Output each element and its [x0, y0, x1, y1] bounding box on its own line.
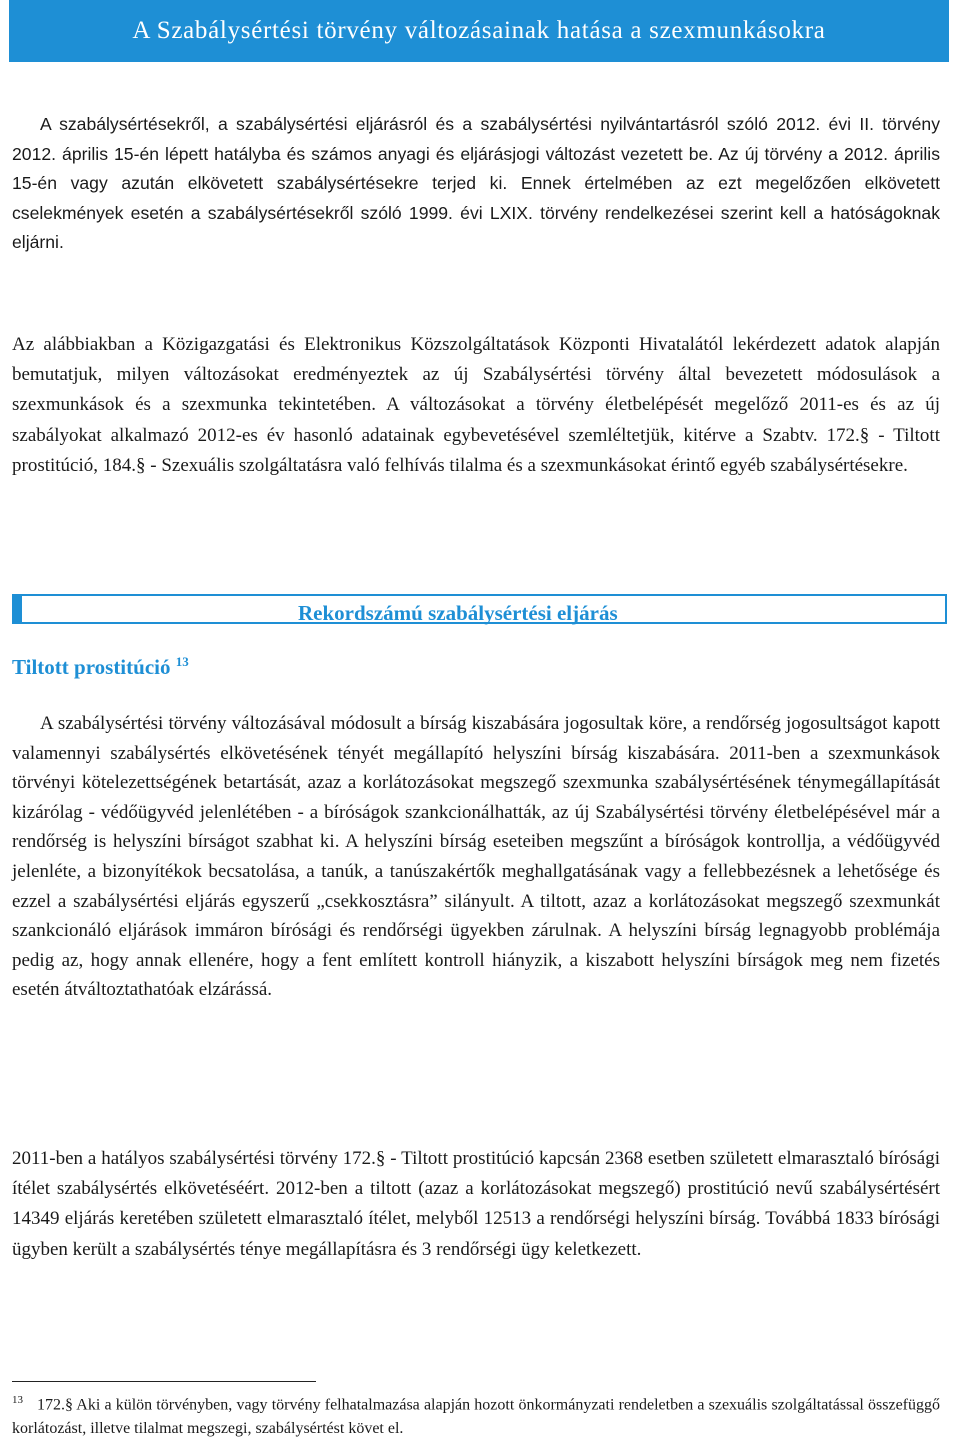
paragraph-intro [12, 110, 940, 258]
paragraph-statistics: 2011-ben a hatályos szabálysértési törvény 172.§ - Tiltott prostitúció kapcsán 2368 esetben született elmarasztaló bírósági ítélet szabálysértés elkövetéséért. 2012-ben a tiltott (azaz a korlátozásokat megszegő) prostitúció nevű szabálysértésért 14349 eljárás keretében született elmarasztaló ítélet, melyből 12513 a rendőrségi helyszíni bírság. Továbbá 1833 bírósági ügyben került a szabálysértés ténye megállapításra és 3 rendőrségi ügy keletkezett. [12, 1148, 940, 1260]
paragraph-fines [12, 709, 940, 1005]
page-title: A Szabálysértési törvény változásainak hatása a szexmunkásokra [132, 17, 826, 44]
footnote-separator [12, 1381, 316, 1382]
subsection-heading-text: Tiltott prostitúció [12, 655, 171, 679]
footnote [12, 1388, 940, 1441]
subsection-heading [12, 654, 189, 680]
footnote-text: 172.§ Aki a külön törvényben, vagy törvény felhatalmazása alapján hozott önkormányzati rendeletben a szexuális szolgáltatással összefüggő korlátozást, illetve tilalmat megszegi, szabálysértést követ el. [12, 1396, 940, 1438]
paragraph-fines-text: A szabálysértési törvény változásával módosult a bírság kiszabására jogosultak köre, a rendőrség jogosultságot kapott valamennyi szabálysértés elkövetésének tényét megállapító helyszíni bírság kiszabására. 2011-ben a szexmunkások törvényi kötelezettségének betartását, azaz a korlátozásokat megszegő szexmunka szabálysértésének ténymegállapítását kizárólag - védőügyvéd jelenlétében - a bíróságok szankcionálhatták, az új Szabálysértési törvény életbelépésével már a rendőrség is helyszíni bírságot szabhat ki. A helyszíni bírság eseteiben megszűnt a bíróságok kontrollja, a védőügyvéd jelenléte, a bizonyítékok becsatolása, a tanúk, a tanúszakértők meghallgatásának vagy a fellebbezésnek a lehetősége és ezzel a szabálysértési eljárás egyszerű „csekkosztásra” silányult. A tiltott, azaz a korlátozásokat megszegő szexmunkát szankcionáló eljárások immáron bírósági és rendőrségi ügyekben zárulnak. A helyszíni bírság legnagyobb problémája pedig az, hogy annak ellenére, hogy a fent említett kontroll hiányzik, a kiszabott helyszíni bírságok meg nem fizetés esetén átváltoztathatóak elzárássá. [12, 713, 940, 1001]
paragraph-overview: Az alábbiakban a Közigazgatási és Elektronikus Közszolgáltatások Központi Hivatalától lekérdezett adatok alapján bemutatjuk, milyen változásokat eredményeztek az új Szabálysértési törvény által bevezetett módosulások a szexmunkások és a szexmunka tekintetében. A változásokat a törvény életbelépését megelőző 2011-es és az új szabályokat alkalmazó 2012-es év hasonló adatainak egybevetésével szemléltetjük, kitérve a Szabtv. 172.§ - Tiltott prostitúció, 184.§ - Szexuális szolgáltatásra való felhívás tilalma és a szexmunkásokat érintő egyéb szabálysértésekre. [12, 334, 940, 476]
paragraph-intro-text: A szabálysértésekről, a szabálysértési eljárásról és a szabálysértési nyilvántartásról szóló 2012. évi II. törvény 2012. április 15-én lépett hatályba és számos anyagi és eljárásjogi változást vezetett be. Az új törvény a 2012. április 15-én vagy azután elkövetett szabálysértésekre terjed ki. Ennek értelmében az ezt megelőzően elkövetett cselekmények esetén a szabálysértésekről szóló 1999. évi LXIX. törvény rendelkezései szerint kell a hatóságoknak eljárni. [12, 114, 940, 253]
footnote-number: 13 [12, 1394, 23, 1406]
footnote-reference[interactable]: 13 [175, 654, 189, 669]
title-banner [9, 0, 949, 62]
section-heading: Rekordszámú szabálysértési eljárás [298, 601, 618, 625]
